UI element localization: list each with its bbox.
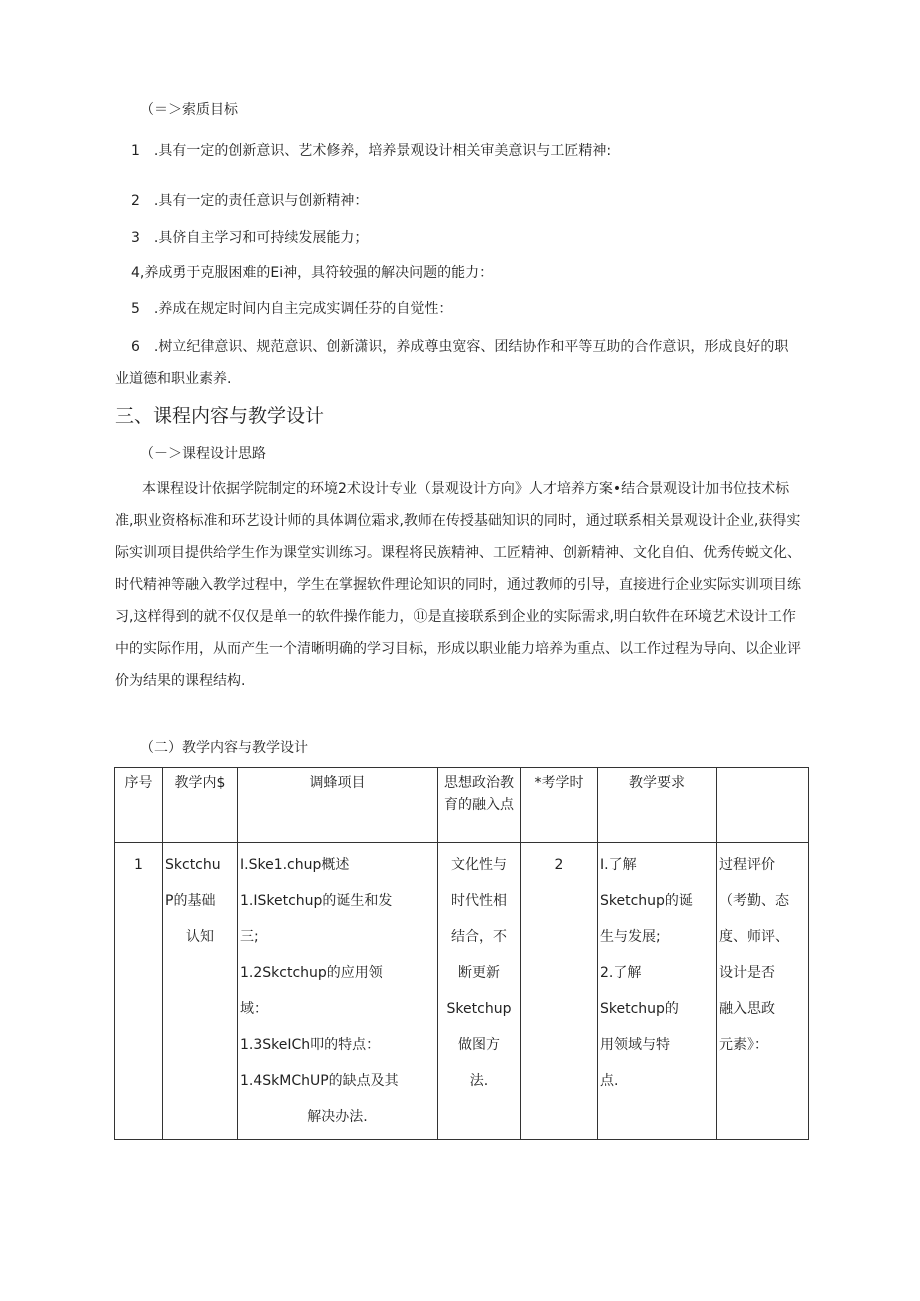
- cell-line: 1.2Skctchup的应用领: [240, 965, 383, 981]
- row-ideology: [438, 843, 521, 1140]
- cell-line: 解决办法.: [307, 1109, 368, 1125]
- cell-line: Sketchup: [446, 1001, 512, 1017]
- quality-item-1: 1 .具有一定的创新意识、艺术修养，培养景观设计相关审美意识与工匠精神:: [131, 143, 612, 159]
- paragraph-line: 时代精神等融入教学过程中，学生在掌握软件理论知识的同时，通过教师的引导，直接进行企业实际实训项目练: [115, 577, 801, 593]
- row-content: [163, 843, 238, 1140]
- cell-line: 结合，不: [451, 929, 507, 945]
- cell-line: 用领域与特: [600, 1037, 670, 1053]
- row-hours: 2: [521, 843, 598, 1140]
- row-requirements: [598, 843, 717, 1140]
- section-3-title: 三、课程内容与教学设计: [115, 405, 325, 427]
- cell-line: （考勤、态: [719, 893, 789, 909]
- cell-line: 度、师评、: [719, 929, 789, 945]
- table-header-row: [115, 768, 809, 843]
- quality-item-4: 4,养成勇于克服困难的Ei神，具符较强的解决问题的能力：: [131, 265, 494, 281]
- cell-line: 过程评价: [719, 857, 775, 873]
- cell-line: 时代性相: [451, 893, 507, 909]
- cell-line: 融入思政: [719, 1001, 775, 1017]
- cell-line: Skctchu: [165, 857, 221, 873]
- row-items: [238, 843, 438, 1140]
- course-design-heading: （－＞课程设计思路: [140, 446, 266, 462]
- paragraph-line: 习,这样得到的就不仅仅是单一的软件操作能力，⑪是直接联系到企业的实际需求,明白软件在环境艺术设计工作: [115, 609, 796, 625]
- row-no: 1: [115, 843, 163, 1140]
- quality-item-6-cont: 业道德和职业素养.: [115, 371, 232, 387]
- cell-line: 1.4SkMChUP的缺点及其: [240, 1073, 399, 1089]
- paragraph-line: 本课程设计依据学院制定的环境2术设计专业（景观设计方向》人才培养方案•结合景观设计加书位技术标: [142, 481, 790, 497]
- header-requirements: 教学要求: [598, 768, 717, 843]
- cell-line: 域：: [240, 1001, 268, 1017]
- cell-line: 做图方: [458, 1037, 500, 1053]
- quality-item-2: 2 .具有一定的责任意识与创新精神：: [131, 193, 369, 209]
- cell-line: 文化性与: [451, 857, 507, 873]
- cell-line: 1.ISketchup的诞生和发: [240, 893, 393, 909]
- cell-line: I.Ske1.chup概述: [240, 857, 350, 873]
- cell-line: I.了解: [600, 857, 637, 873]
- teaching-content-table: [114, 767, 809, 1140]
- cell-line: 生与发展;: [600, 929, 661, 945]
- cell-line: 2.了解: [600, 965, 642, 981]
- cell-line: 断更新: [458, 965, 500, 981]
- cell-line: 1.3SkeICh叩的特点：: [240, 1037, 381, 1053]
- cell-line: 点.: [600, 1073, 619, 1089]
- cell-line: 法.: [469, 1073, 489, 1089]
- header-hours: *考学时: [521, 768, 598, 843]
- cell-line: Sketchup的诞: [600, 893, 693, 909]
- quality-item-6: 6 .树立纪律意识、规范意识、创新潇识，养成尊虫宽容、团结协作和平等互助的合作意识，形成良好的职: [131, 339, 789, 355]
- teaching-content-heading: （二）教学内容与教学设计: [140, 740, 308, 756]
- row-assessment: [717, 843, 809, 1140]
- paragraph-line: 价为结果的课程结构.: [115, 673, 246, 689]
- quality-item-3: 3 .具侪自主学习和可持续发展能力；: [131, 230, 369, 246]
- header-no: 序号: [115, 768, 163, 843]
- cell-line: 认知: [186, 929, 214, 945]
- paragraph-line: 准,职业资格标准和环艺设计师的具体调位霜求,教师在传授基础知识的同时，通过联系相关景观设计企业,获得实: [115, 513, 801, 529]
- table-row: [115, 843, 809, 1140]
- cell-line: 设计是否: [719, 965, 775, 981]
- quality-heading: （＝＞索质目标: [140, 102, 238, 118]
- paragraph-line: 际实训项目提供给学生作为课堂实训练习。课程将民族精神、工匠精神、创新精神、文化自伯、优秀传蜕文化、: [115, 545, 801, 561]
- header-items: 调蜂项目: [238, 768, 438, 843]
- cell-line: 三;: [240, 929, 259, 945]
- cell-line: P的基础: [165, 893, 216, 909]
- cell-line: 元素》：: [719, 1037, 768, 1053]
- header-ideology: 思想政治教育的融入点: [438, 768, 521, 843]
- cell-line: Sketchup的: [600, 1001, 679, 1017]
- header-assessment: [717, 768, 809, 843]
- header-content: 教学内$: [163, 768, 238, 843]
- paragraph-line: 中的实际作用，从而产生一个清晰明确的学习目标，形成以职业能力培养为重点、以工作过程为导向、以企业评: [115, 641, 801, 657]
- quality-item-5: 5 .养成在规定时间内自主完成实调任芬的自觉性：: [131, 301, 453, 317]
